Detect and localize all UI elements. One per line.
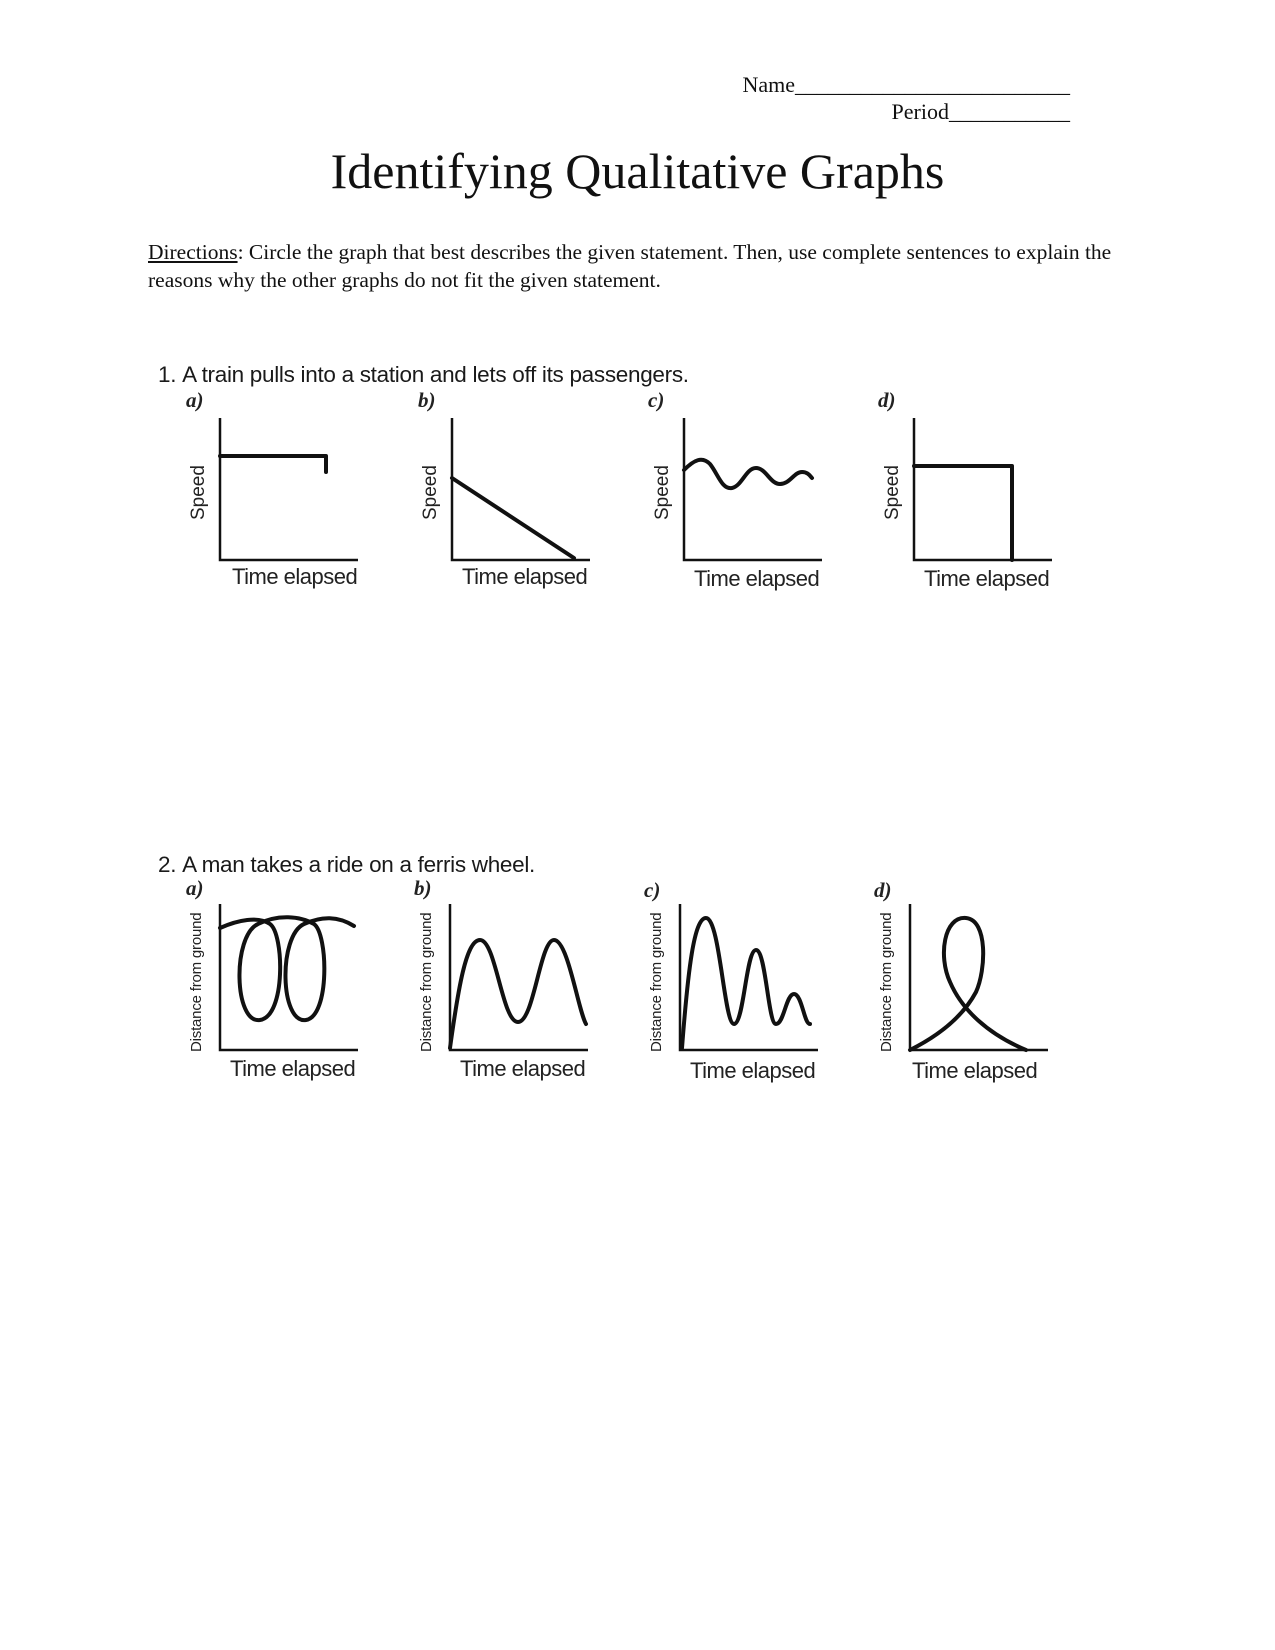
period-field[interactable] bbox=[892, 99, 1070, 125]
q1-a-x-label: Time elapsed bbox=[232, 564, 358, 589]
q1-d-curve bbox=[914, 466, 1012, 560]
q2-graph-a[interactable] bbox=[188, 900, 368, 1100]
question-1-text: A train pulls into a station and lets off its passengers. bbox=[182, 362, 689, 387]
q1-d-x-label: Time elapsed bbox=[924, 566, 1050, 591]
q1-a-curve bbox=[220, 456, 326, 472]
q1-graph-d[interactable] bbox=[882, 408, 1062, 608]
name-field[interactable] bbox=[742, 72, 1070, 98]
q1-option-c-letter: c) bbox=[648, 388, 665, 412]
q2-b-axes bbox=[450, 904, 588, 1050]
q2-option-c-letter: c) bbox=[644, 878, 661, 902]
q1-b-axes bbox=[452, 418, 590, 560]
question-2-text: A man takes a ride on a ferris wheel. bbox=[182, 852, 536, 877]
q1-a-axes bbox=[220, 418, 358, 560]
q2-b-y-label: Distance from ground bbox=[418, 912, 435, 1052]
directions-text: : Circle the graph that best describes the given statement. Then, use complete sentences to explain the reasons why the other graphs do not fit the given statement. bbox=[148, 240, 1112, 292]
period-label: Period bbox=[891, 99, 949, 124]
q2-a-curve bbox=[220, 917, 354, 1020]
question-1-prompt bbox=[158, 362, 689, 388]
q2-b-curve bbox=[450, 940, 586, 1048]
page-title: Identifying Qualitative Graphs bbox=[330, 143, 945, 199]
q1-b-y-label: Speed bbox=[420, 465, 441, 520]
directions-label: Directions bbox=[148, 240, 238, 264]
q2-option-a-letter: a) bbox=[186, 876, 204, 900]
q2-a-y-label: Distance from ground bbox=[188, 912, 205, 1052]
question-1-number: 1. bbox=[158, 362, 177, 387]
name-label: Name bbox=[742, 72, 795, 97]
q1-option-d-letter: d) bbox=[878, 388, 896, 412]
q2-d-curve bbox=[910, 918, 1026, 1050]
period-blank: ___________ bbox=[949, 99, 1070, 124]
q1-graph-b[interactable] bbox=[420, 408, 600, 608]
q1-graph-c[interactable] bbox=[652, 408, 832, 608]
q2-graph-c[interactable] bbox=[648, 900, 828, 1100]
name-blank: _________________________ bbox=[795, 72, 1070, 97]
q2-a-x-label: Time elapsed bbox=[230, 1056, 356, 1081]
question-2-number: 2. bbox=[158, 852, 177, 877]
q2-c-curve bbox=[682, 918, 810, 1048]
q2-graph-b[interactable] bbox=[418, 900, 598, 1100]
q1-c-axes bbox=[684, 418, 822, 560]
q1-c-curve bbox=[684, 460, 812, 488]
question-2-prompt bbox=[158, 852, 535, 878]
q1-d-y-label: Speed bbox=[882, 465, 903, 520]
q1-a-y-label: Speed bbox=[188, 465, 209, 520]
q2-c-y-label: Distance from ground bbox=[648, 912, 665, 1052]
q2-c-x-label: Time elapsed bbox=[690, 1058, 816, 1083]
q1-option-a-letter: a) bbox=[186, 388, 204, 412]
q1-d-axes bbox=[914, 418, 1052, 560]
q2-c-axes bbox=[680, 904, 818, 1050]
question-2 bbox=[148, 848, 1123, 1098]
q2-b-x-label: Time elapsed bbox=[460, 1056, 586, 1081]
q1-c-x-label: Time elapsed bbox=[694, 566, 820, 591]
q1-b-curve bbox=[452, 478, 574, 558]
directions bbox=[148, 238, 1128, 294]
question-1 bbox=[148, 358, 1123, 608]
q1-c-y-label: Speed bbox=[652, 465, 673, 520]
q2-option-d-letter: d) bbox=[874, 878, 892, 902]
q1-b-x-label: Time elapsed bbox=[462, 564, 588, 589]
q1-option-b-letter: b) bbox=[418, 388, 436, 412]
q2-d-x-label: Time elapsed bbox=[912, 1058, 1038, 1083]
q2-option-b-letter: b) bbox=[414, 876, 432, 900]
q2-d-y-label: Distance from ground bbox=[878, 912, 895, 1052]
q1-graph-a[interactable] bbox=[188, 408, 368, 608]
q2-graph-d[interactable] bbox=[878, 900, 1058, 1100]
